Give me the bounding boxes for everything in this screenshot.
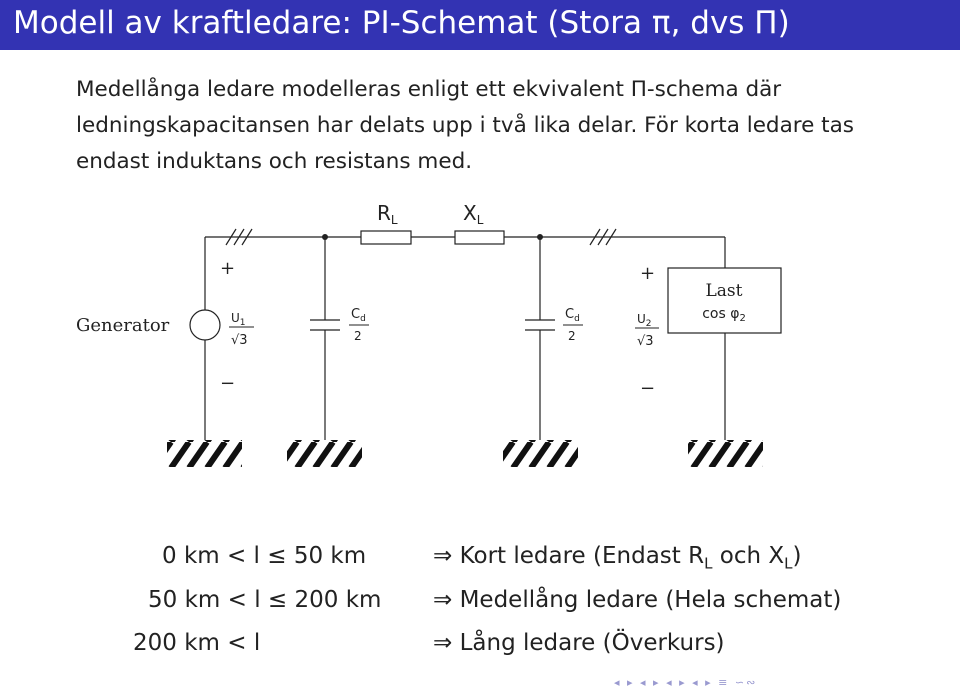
reactance-label: $X_L$ [463, 201, 484, 227]
cap-left-denominator: 2 [354, 329, 362, 343]
u2-numerator: $U_2$ [637, 312, 652, 329]
capacitor-right [525, 320, 555, 330]
load-label: Last [705, 281, 743, 301]
generator-label: Generator [76, 315, 170, 336]
beamer-navigation[interactable]: ◂ ▸ ◂ ▸ ◂ ▸ ◂ ▸ ≡ ∽∾ [614, 676, 758, 689]
resistor-label: $R_L$ [377, 201, 398, 227]
resistor-rl [361, 231, 411, 244]
u2-denominator: √3 [637, 334, 654, 349]
load-power-factor: $\cos \varphi_2$ [702, 306, 746, 324]
rule-result-short: ⇒ Kort ledare (Endast $R_L$ och $X_L$) [433, 543, 802, 573]
cap-right-numerator: $C_d$ [565, 307, 580, 324]
node-dot-right [537, 234, 543, 240]
u1-denominator: √3 [231, 333, 248, 348]
u1-numerator: $U_1$ [231, 311, 246, 328]
ground-generator [167, 440, 242, 467]
rule-result-medium: ⇒ Medellång ledare (Hela schemat) [433, 587, 842, 613]
cap-right-fraction [563, 307, 583, 343]
rule-range-medium: 50 km < l ≤ 200 km [148, 587, 382, 613]
capacitor-left [310, 320, 340, 330]
ground-symbols [167, 440, 763, 467]
rule-range-short: 0 km < l ≤ 50 km [162, 543, 367, 569]
u1-fraction [229, 311, 254, 348]
ground-cap-right [503, 440, 578, 467]
rule-result-long: ⇒ Lång ledare (Överkurs) [433, 630, 725, 656]
rule-range-long: 200 km < l [133, 630, 261, 656]
minus-right: − [640, 378, 656, 399]
intro-text: Medellånga ledare modelleras enligt ett ekvivalent Π-schema där ledningskapacitansen har delats upp i två lika delar. För korta ledare tas endast induktans och resistans med. [76, 77, 854, 174]
generator-source-icon [190, 310, 220, 340]
plus-right: + [640, 263, 656, 284]
slide-title: Modell av kraftledare: PI-Schemat (Stora π, dvs Π) [13, 5, 790, 41]
cap-right-denominator: 2 [568, 329, 576, 343]
plus-left: + [220, 258, 236, 279]
minus-left: − [220, 373, 236, 394]
ground-cap-left [287, 440, 362, 467]
reactance-xl [455, 231, 504, 244]
cap-left-fraction [349, 307, 369, 343]
u2-fraction [635, 312, 659, 349]
ground-load [688, 440, 763, 467]
node-dot-left [322, 234, 328, 240]
cap-left-numerator: $C_d$ [351, 307, 366, 324]
